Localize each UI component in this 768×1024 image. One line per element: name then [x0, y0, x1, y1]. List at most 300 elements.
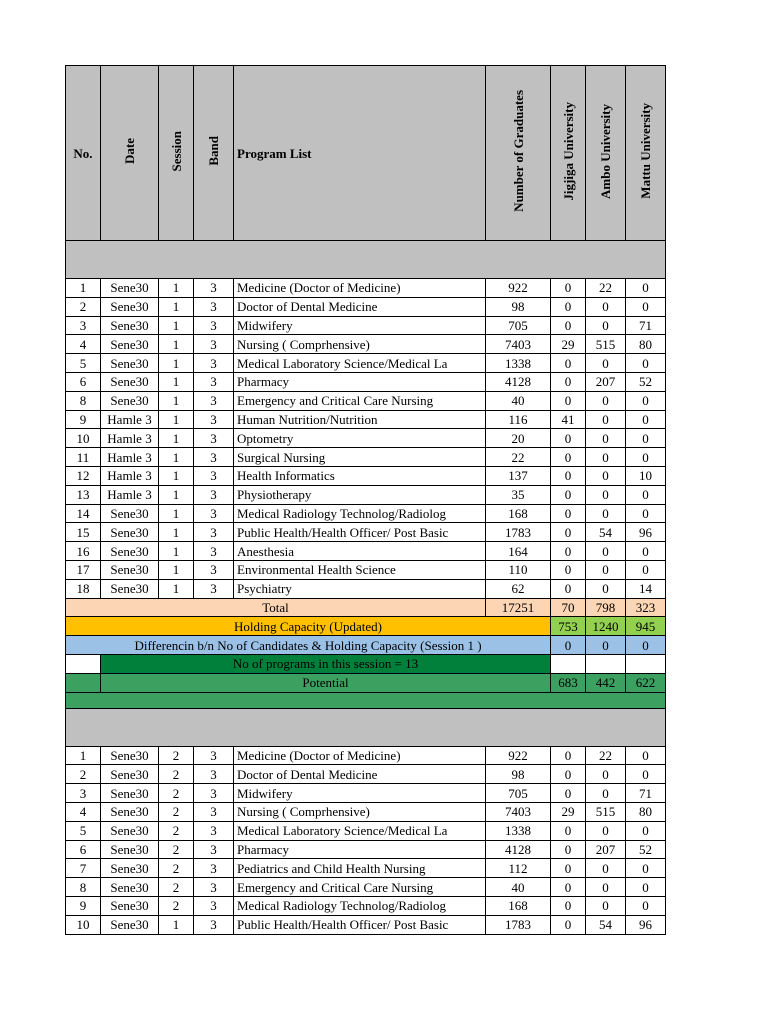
cell-graduates: 7403 — [486, 802, 551, 821]
cell-date: Sene30 — [101, 765, 159, 784]
table-row — [66, 335, 666, 354]
table-row — [66, 840, 666, 859]
table-row — [66, 542, 666, 561]
cell-band: 3 — [194, 448, 234, 467]
cell-session: 1 — [159, 354, 194, 373]
cell-no: 10 — [66, 915, 101, 934]
cell-jigjiga: 0 — [551, 821, 586, 840]
cell-mattu: 0 — [626, 746, 666, 765]
cell-band: 3 — [194, 579, 234, 598]
cell-jigjiga: 0 — [551, 896, 586, 915]
table-row — [66, 354, 666, 373]
cell-ambo: 207 — [586, 372, 626, 391]
cell-date: Sene30 — [101, 354, 159, 373]
cell-ambo: 22 — [586, 279, 626, 298]
cell-band: 3 — [194, 410, 234, 429]
cell-graduates: 705 — [486, 784, 551, 803]
cell-graduates: 112 — [486, 859, 551, 878]
cell-session: 1 — [159, 335, 194, 354]
cell-ambo: 0 — [586, 560, 626, 579]
cell-session: 2 — [159, 802, 194, 821]
cell-program: Medical Radiology Technolog/Radiolog — [234, 896, 486, 915]
cell-band: 3 — [194, 915, 234, 934]
programs-count-label: No of programs in this session = 13 — [101, 654, 551, 673]
cell-no: 3 — [66, 784, 101, 803]
cell-program: Midwifery — [234, 316, 486, 335]
header-ambo: Ambo University — [586, 66, 626, 241]
cell-session: 2 — [159, 821, 194, 840]
cell-date: Sene30 — [101, 560, 159, 579]
cell-session: 2 — [159, 765, 194, 784]
table-row — [66, 765, 666, 784]
cell-program: Nursing ( Comprhensive) — [234, 335, 486, 354]
header-no: No. — [66, 66, 101, 241]
cell-mattu: 0 — [626, 485, 666, 504]
cell-jigjiga: 29 — [551, 802, 586, 821]
cell-jigjiga: 0 — [551, 391, 586, 410]
cell-band: 3 — [194, 560, 234, 579]
cell-program: Physiotherapy — [234, 485, 486, 504]
cell-graduates: 40 — [486, 878, 551, 897]
cell-jigjiga: 0 — [551, 859, 586, 878]
cell-mattu: 0 — [626, 542, 666, 561]
cell-session: 1 — [159, 485, 194, 504]
cell-band: 3 — [194, 746, 234, 765]
cell-jigjiga: 0 — [551, 765, 586, 784]
cell-ambo: 0 — [586, 878, 626, 897]
cell-graduates: 1783 — [486, 523, 551, 542]
cell-band: 3 — [194, 335, 234, 354]
cell-ambo: 0 — [586, 429, 626, 448]
difference-value: 0 — [586, 636, 626, 655]
cell-band: 3 — [194, 542, 234, 561]
cell-graduates: 98 — [486, 765, 551, 784]
table-row — [66, 372, 666, 391]
cell-graduates: 22 — [486, 448, 551, 467]
cell-no: 8 — [66, 391, 101, 410]
table-row — [66, 802, 666, 821]
cell-no: 3 — [66, 316, 101, 335]
cell-session: 1 — [159, 391, 194, 410]
total-label: Total — [66, 598, 486, 617]
allocation-table — [65, 65, 666, 935]
cell-band: 3 — [194, 429, 234, 448]
cell-program: Doctor of Dental Medicine — [234, 297, 486, 316]
cell-graduates: 98 — [486, 297, 551, 316]
table-row — [66, 429, 666, 448]
cell-graduates: 116 — [486, 410, 551, 429]
cell-no: 18 — [66, 579, 101, 598]
cell-program: Anesthesia — [234, 542, 486, 561]
cell-session: 1 — [159, 297, 194, 316]
table-row — [66, 784, 666, 803]
header-row — [66, 66, 666, 241]
cell-ambo: 0 — [586, 765, 626, 784]
cell-no: 8 — [66, 878, 101, 897]
cell-no: 9 — [66, 410, 101, 429]
cell-jigjiga: 0 — [551, 746, 586, 765]
cell-graduates: 40 — [486, 391, 551, 410]
cell-mattu: 10 — [626, 466, 666, 485]
cell-program: Optometry — [234, 429, 486, 448]
cell-mattu: 52 — [626, 840, 666, 859]
cell-session: 1 — [159, 523, 194, 542]
cell-date: Sene30 — [101, 784, 159, 803]
cell-jigjiga: 0 — [551, 372, 586, 391]
difference-value: 0 — [551, 636, 586, 655]
cell-no: 5 — [66, 821, 101, 840]
cell-mattu: 0 — [626, 821, 666, 840]
cell-session: 2 — [159, 840, 194, 859]
cell-ambo: 515 — [586, 802, 626, 821]
separator-band — [66, 692, 666, 708]
cell-no: 14 — [66, 504, 101, 523]
cell-mattu: 80 — [626, 335, 666, 354]
cell-date: Sene30 — [101, 915, 159, 934]
session2-band-cell — [66, 708, 666, 746]
cell-mattu: 0 — [626, 896, 666, 915]
cell-date: Sene30 — [101, 878, 159, 897]
cell-no: 12 — [66, 466, 101, 485]
cell-graduates: 4128 — [486, 840, 551, 859]
cell-program: Emergency and Critical Care Nursing — [234, 878, 486, 897]
difference-row — [66, 636, 666, 655]
cell-no: 2 — [66, 297, 101, 316]
cell-session: 1 — [159, 915, 194, 934]
table-row — [66, 410, 666, 429]
cell-session: 1 — [159, 279, 194, 298]
cell-mattu: 0 — [626, 410, 666, 429]
cell-band: 3 — [194, 896, 234, 915]
cell-mattu: 0 — [626, 448, 666, 467]
cell-band: 3 — [194, 372, 234, 391]
cell-jigjiga: 0 — [551, 915, 586, 934]
cell-program: Emergency and Critical Care Nursing — [234, 391, 486, 410]
header-date: Date — [101, 66, 159, 241]
cell-jigjiga: 0 — [551, 523, 586, 542]
cell-program: Public Health/Health Officer/ Post Basic — [234, 523, 486, 542]
cell-graduates: 1783 — [486, 915, 551, 934]
cell-jigjiga: 0 — [551, 354, 586, 373]
cell-session: 1 — [159, 448, 194, 467]
header-mattu: Mattu University — [626, 66, 666, 241]
difference-value: 0 — [626, 636, 666, 655]
potential-value: 442 — [586, 673, 626, 692]
table-row — [66, 485, 666, 504]
cell-program: Surgical Nursing — [234, 448, 486, 467]
table-row — [66, 746, 666, 765]
cell-mattu: 0 — [626, 279, 666, 298]
cell-mattu: 0 — [626, 429, 666, 448]
cell-date: Sene30 — [101, 579, 159, 598]
cell-graduates: 7403 — [486, 335, 551, 354]
cell-graduates: 137 — [486, 466, 551, 485]
cell-jigjiga: 0 — [551, 542, 586, 561]
table-row — [66, 878, 666, 897]
cell-date: Sene30 — [101, 297, 159, 316]
cell-no: 7 — [66, 859, 101, 878]
cell-no: 6 — [66, 840, 101, 859]
cell-jigjiga: 0 — [551, 485, 586, 504]
cell-band: 3 — [194, 297, 234, 316]
potential-spacer — [66, 673, 101, 692]
cell-session: 2 — [159, 746, 194, 765]
total-value: 70 — [551, 598, 586, 617]
table-row — [66, 316, 666, 335]
programs-count-row — [66, 654, 666, 673]
cell-date: Hamle 3 — [101, 485, 159, 504]
potential-row — [66, 673, 666, 692]
holding-capacity-value: 753 — [551, 617, 586, 636]
cell-ambo: 0 — [586, 466, 626, 485]
cell-ambo: 0 — [586, 485, 626, 504]
cell-program: Medical Radiology Technolog/Radiolog — [234, 504, 486, 523]
cell-ambo: 54 — [586, 915, 626, 934]
cell-graduates: 922 — [486, 279, 551, 298]
cell-no: 9 — [66, 896, 101, 915]
cell-session: 1 — [159, 466, 194, 485]
cell-session: 2 — [159, 878, 194, 897]
cell-mattu: 0 — [626, 560, 666, 579]
header-band: Band — [194, 66, 234, 241]
cell-session: 1 — [159, 579, 194, 598]
table-row — [66, 297, 666, 316]
cell-session: 1 — [159, 316, 194, 335]
potential-label: Potential — [101, 673, 551, 692]
cell-date: Sene30 — [101, 542, 159, 561]
cell-ambo: 54 — [586, 523, 626, 542]
cell-no: 10 — [66, 429, 101, 448]
cell-no: 1 — [66, 746, 101, 765]
cell-date: Sene30 — [101, 802, 159, 821]
holding-capacity-value: 945 — [626, 617, 666, 636]
table-row — [66, 579, 666, 598]
cell-jigjiga: 0 — [551, 448, 586, 467]
cell-date: Sene30 — [101, 335, 159, 354]
cell-no: 2 — [66, 765, 101, 784]
cell-band: 3 — [194, 840, 234, 859]
cell-program: Nursing ( Comprhensive) — [234, 802, 486, 821]
cell-session: 1 — [159, 542, 194, 561]
difference-label: Differencin b/n No of Candidates & Holding Capacity (Session 1 ) — [66, 636, 551, 655]
cell-session: 2 — [159, 859, 194, 878]
cell-date: Sene30 — [101, 391, 159, 410]
cell-mattu: 14 — [626, 579, 666, 598]
cell-session: 2 — [159, 784, 194, 803]
cell-no: 4 — [66, 335, 101, 354]
cell-band: 3 — [194, 391, 234, 410]
cell-jigjiga: 41 — [551, 410, 586, 429]
cell-jigjiga: 0 — [551, 504, 586, 523]
cell-ambo: 0 — [586, 896, 626, 915]
table-row — [66, 448, 666, 467]
cell-program: Medical Laboratory Science/Medical La — [234, 354, 486, 373]
cell-graduates: 35 — [486, 485, 551, 504]
cell-date: Sene30 — [101, 372, 159, 391]
holding-capacity-label: Holding Capacity (Updated) — [66, 617, 551, 636]
cell-date: Sene30 — [101, 746, 159, 765]
cell-graduates: 1338 — [486, 821, 551, 840]
session1-band — [66, 241, 666, 279]
cell-jigjiga: 0 — [551, 316, 586, 335]
cell-mattu: 80 — [626, 802, 666, 821]
cell-band: 3 — [194, 878, 234, 897]
cell-graduates: 1338 — [486, 354, 551, 373]
programs-count-empty — [586, 654, 626, 673]
cell-jigjiga: 0 — [551, 579, 586, 598]
cell-graduates: 62 — [486, 579, 551, 598]
cell-no: 4 — [66, 802, 101, 821]
cell-mattu: 71 — [626, 784, 666, 803]
cell-program: Doctor of Dental Medicine — [234, 765, 486, 784]
cell-band: 3 — [194, 279, 234, 298]
table-row — [66, 391, 666, 410]
potential-value: 683 — [551, 673, 586, 692]
cell-mattu: 0 — [626, 297, 666, 316]
cell-no: 6 — [66, 372, 101, 391]
cell-session: 2 — [159, 896, 194, 915]
cell-ambo: 515 — [586, 335, 626, 354]
cell-band: 3 — [194, 504, 234, 523]
cell-ambo: 0 — [586, 448, 626, 467]
cell-mattu: 0 — [626, 354, 666, 373]
cell-ambo: 207 — [586, 840, 626, 859]
header-graduates: Number of Graduates — [486, 66, 551, 241]
cell-jigjiga: 0 — [551, 560, 586, 579]
table-row — [66, 466, 666, 485]
cell-mattu: 0 — [626, 878, 666, 897]
cell-mattu: 96 — [626, 523, 666, 542]
cell-program: Medicine (Doctor of Medicine) — [234, 746, 486, 765]
cell-graduates: 4128 — [486, 372, 551, 391]
cell-date: Sene30 — [101, 821, 159, 840]
cell-ambo: 22 — [586, 746, 626, 765]
cell-mattu: 0 — [626, 765, 666, 784]
cell-session: 1 — [159, 560, 194, 579]
cell-session: 1 — [159, 410, 194, 429]
table-row — [66, 896, 666, 915]
cell-date: Sene30 — [101, 504, 159, 523]
cell-jigjiga: 0 — [551, 297, 586, 316]
table-row — [66, 560, 666, 579]
cell-program: Medical Laboratory Science/Medical La — [234, 821, 486, 840]
cell-mattu: 52 — [626, 372, 666, 391]
cell-band: 3 — [194, 354, 234, 373]
total-value: 17251 — [486, 598, 551, 617]
cell-band: 3 — [194, 316, 234, 335]
cell-graduates: 168 — [486, 504, 551, 523]
session2-band — [66, 708, 666, 746]
total-value: 798 — [586, 598, 626, 617]
cell-ambo: 0 — [586, 859, 626, 878]
cell-no: 17 — [66, 560, 101, 579]
table-row — [66, 279, 666, 298]
cell-date: Sene30 — [101, 523, 159, 542]
cell-ambo: 0 — [586, 579, 626, 598]
cell-band: 3 — [194, 466, 234, 485]
cell-ambo: 0 — [586, 821, 626, 840]
cell-jigjiga: 0 — [551, 878, 586, 897]
programs-count-empty — [551, 654, 586, 673]
cell-graduates: 164 — [486, 542, 551, 561]
cell-program: Environmental Health Science — [234, 560, 486, 579]
cell-graduates: 168 — [486, 896, 551, 915]
session1-band-cell — [66, 241, 666, 279]
spreadsheet — [65, 65, 666, 935]
cell-mattu: 96 — [626, 915, 666, 934]
table-row — [66, 523, 666, 542]
cell-jigjiga: 29 — [551, 335, 586, 354]
table-row — [66, 915, 666, 934]
header-jigjiga: Jigjiga University — [551, 66, 586, 241]
cell-ambo: 0 — [586, 391, 626, 410]
cell-band: 3 — [194, 485, 234, 504]
cell-date: Sene30 — [101, 859, 159, 878]
total-row — [66, 598, 666, 617]
table-row — [66, 859, 666, 878]
programs-count-empty — [626, 654, 666, 673]
cell-date: Hamle 3 — [101, 429, 159, 448]
table-row — [66, 504, 666, 523]
cell-program: Midwifery — [234, 784, 486, 803]
cell-session: 1 — [159, 429, 194, 448]
cell-session: 1 — [159, 372, 194, 391]
cell-session: 1 — [159, 504, 194, 523]
cell-ambo: 0 — [586, 784, 626, 803]
cell-program: Pharmacy — [234, 840, 486, 859]
cell-date: Hamle 3 — [101, 448, 159, 467]
cell-ambo: 0 — [586, 504, 626, 523]
cell-no: 1 — [66, 279, 101, 298]
cell-jigjiga: 0 — [551, 429, 586, 448]
cell-band: 3 — [194, 802, 234, 821]
cell-ambo: 0 — [586, 542, 626, 561]
cell-date: Sene30 — [101, 316, 159, 335]
cell-jigjiga: 0 — [551, 840, 586, 859]
holding-capacity-value: 1240 — [586, 617, 626, 636]
cell-no: 11 — [66, 448, 101, 467]
cell-mattu: 0 — [626, 859, 666, 878]
table-row — [66, 821, 666, 840]
cell-ambo: 0 — [586, 410, 626, 429]
cell-jigjiga: 0 — [551, 466, 586, 485]
cell-date: Sene30 — [101, 840, 159, 859]
cell-band: 3 — [194, 523, 234, 542]
programs-count-spacer — [66, 654, 101, 673]
header-session: Session — [159, 66, 194, 241]
cell-band: 3 — [194, 859, 234, 878]
separator-band-cell — [66, 692, 666, 708]
cell-jigjiga: 0 — [551, 784, 586, 803]
cell-program: Public Health/Health Officer/ Post Basic — [234, 915, 486, 934]
cell-program: Human Nutrition/Nutrition — [234, 410, 486, 429]
cell-program: Medicine (Doctor of Medicine) — [234, 279, 486, 298]
cell-no: 16 — [66, 542, 101, 561]
cell-mattu: 71 — [626, 316, 666, 335]
cell-program: Psychiatry — [234, 579, 486, 598]
cell-date: Sene30 — [101, 896, 159, 915]
cell-mattu: 0 — [626, 504, 666, 523]
cell-graduates: 922 — [486, 746, 551, 765]
cell-program: Health Informatics — [234, 466, 486, 485]
holding-capacity-row — [66, 617, 666, 636]
cell-band: 3 — [194, 784, 234, 803]
total-value: 323 — [626, 598, 666, 617]
cell-date: Sene30 — [101, 279, 159, 298]
potential-value: 622 — [626, 673, 666, 692]
cell-no: 15 — [66, 523, 101, 542]
cell-ambo: 0 — [586, 354, 626, 373]
